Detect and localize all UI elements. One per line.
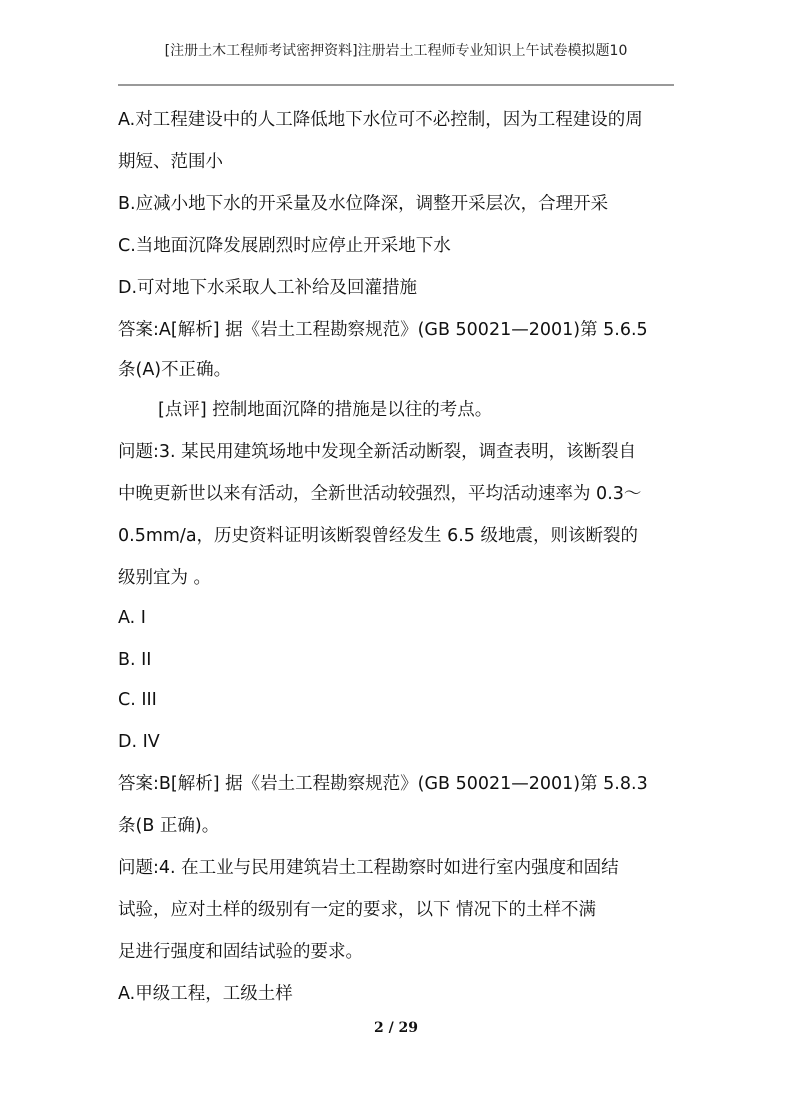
q4-option-a: A.甲级工程，工级土样 xyxy=(118,984,293,1004)
comment: [点评] 控制地面沉降的措施是以往的考点。 xyxy=(158,400,493,420)
question-4-line-3: 足进行强度和固结试验的要求。 xyxy=(118,942,363,962)
option-a-line-1: A.对工程建设中的人工降低地下水位可不必控制，因为工程建设的周 xyxy=(118,110,643,130)
q3-answer-line-2: 条(B 正确)。 xyxy=(118,816,220,836)
answer-line-1: 答案:A[解析] 据《岩土工程勘察规范》(GB 50021—2001)第 5.6.5 xyxy=(118,320,648,340)
q3-answer-line-1: 答案:B[解析] 据《岩土工程勘察规范》(GB 50021—2001)第 5.8.3 xyxy=(118,774,648,794)
q3-option-b: B. II xyxy=(118,650,152,670)
page-header: [注册土木工程师考试密押资料]注册岩土工程师专业知识上午试卷模拟题10 xyxy=(164,43,628,59)
q3-option-d: D. IV xyxy=(118,732,160,752)
option-d: D.可对地下水采取人工补给及回灌措施 xyxy=(118,278,418,298)
page-number: 2 / 29 xyxy=(373,1020,419,1036)
question-3-line-2: 中晚更新世以来有活动，全新世活动较强烈，平均活动速率为 0.3～ xyxy=(118,484,642,504)
q3-option-a: A. I xyxy=(118,608,146,628)
question-4-line-1: 问题:4. 在工业与民用建筑岩土工程勘察时如进行室内强度和固结 xyxy=(118,858,619,878)
question-3-line-3: 0.5mm/a，历史资料证明该断裂曾经发生 6.5 级地震，则该断裂的 xyxy=(118,526,638,546)
question-3-line-1: 问题:3. 某民用建筑场地中发现全新活动断裂，调查表明，该断裂自 xyxy=(118,442,637,462)
q3-option-c: C. III xyxy=(118,690,157,710)
question-4-line-2: 试验，应对土样的级别有一定的要求，以下 情况下的土样不满 xyxy=(118,900,597,920)
option-a-line-2: 期短、范围小 xyxy=(118,152,223,172)
option-b: B.应减小地下水的开采量及水位降深，调整开采层次，合理开采 xyxy=(118,194,609,214)
header-divider xyxy=(118,84,674,86)
answer-line-2: 条(A)不正确。 xyxy=(118,360,232,380)
option-c: C.当地面沉降发展剧烈时应停止开采地下水 xyxy=(118,236,451,256)
question-3-line-4: 级别宜为 。 xyxy=(118,568,212,588)
